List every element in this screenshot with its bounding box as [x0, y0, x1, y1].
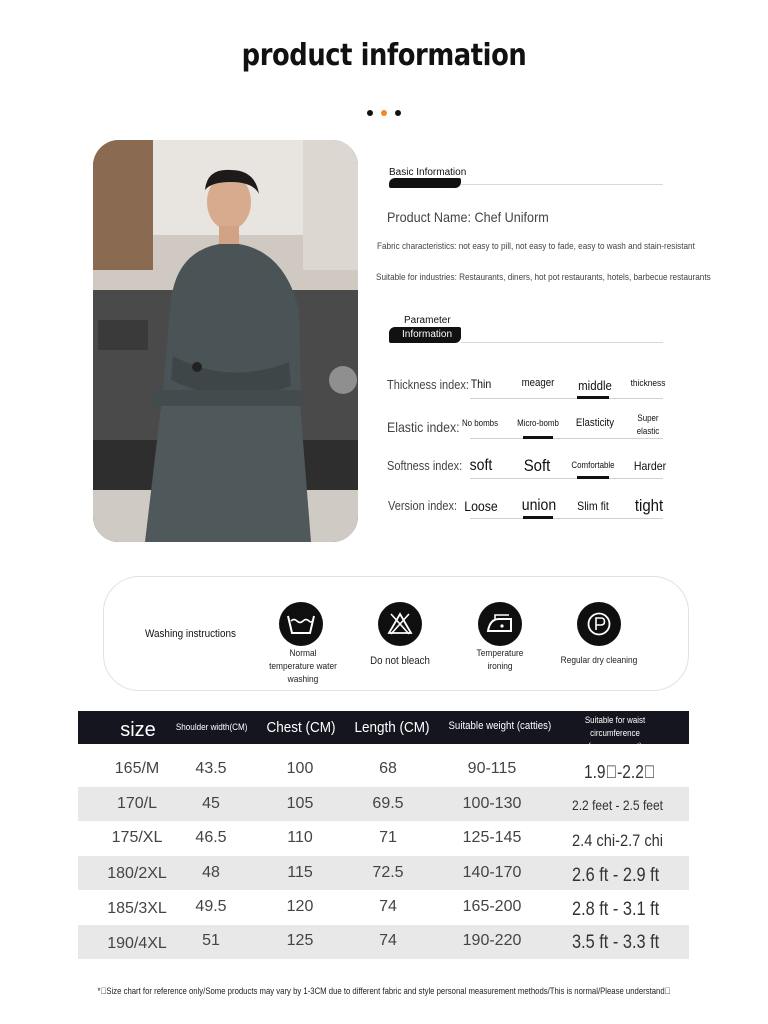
param-option: Elasticity — [575, 417, 615, 429]
param-label-softness: Softness index: — [387, 459, 463, 473]
cell-size: 185/3XL — [107, 900, 167, 917]
param-option: Slim fit — [577, 499, 609, 513]
section-marker-basic — [389, 178, 461, 188]
cell-chest: 115 — [287, 864, 313, 881]
cell-waist: 2.6 ft - 2.9 ft — [572, 865, 660, 886]
section-divider — [461, 342, 663, 343]
param-option: Thin — [470, 377, 492, 391]
param-option: No bombs — [461, 418, 499, 428]
cell-length: 74 — [379, 898, 397, 915]
cell-chest: 110 — [287, 829, 313, 846]
cell-shoulder: 45 — [202, 795, 220, 812]
cell-weight: 100-130 — [462, 795, 522, 812]
param-option: meager — [521, 377, 555, 389]
table-header-weight: Suitable weight (catties) — [448, 720, 552, 732]
cell-length: 68 — [379, 760, 397, 777]
wash-label: Temperature ironing — [476, 648, 524, 672]
iron-icon — [478, 602, 522, 646]
cell-length: 72.5 — [372, 864, 404, 881]
page-title: product information — [241, 38, 527, 73]
param-label-version: Version index: — [388, 499, 458, 513]
cell-shoulder: 48 — [202, 864, 220, 881]
cell-size: 165/M — [114, 760, 160, 777]
decor-dot — [381, 110, 387, 116]
wash-basin-icon — [279, 602, 323, 646]
table-header-length: Length (CM) — [354, 719, 430, 736]
cell-waist: 2.4 chi-2.7 chi — [572, 831, 664, 850]
param-selected-marker — [577, 476, 609, 479]
param-scale-line — [470, 438, 663, 439]
cell-weight: 165-200 — [462, 898, 522, 915]
cell-size: 175/XL — [111, 829, 163, 846]
cell-size: 180/2XL — [107, 865, 167, 882]
fabric-characteristics: Fabric characteristics: not easy to pill, not easy to fade, easy to wash and stain-resistant — [377, 241, 695, 252]
table-header-chest: Chest (CM) — [266, 719, 336, 736]
param-option: Super elastic — [636, 413, 660, 436]
param-option-selected: Comfortable — [571, 460, 615, 470]
param-selected-marker — [523, 436, 553, 439]
cell-length: 74 — [379, 932, 397, 949]
cell-waist: 1.9 -2.2  — [584, 762, 656, 782]
section-divider — [461, 184, 663, 185]
param-option: soft — [469, 457, 493, 474]
cell-weight: 90-115 — [467, 760, 517, 777]
cell-chest: 100 — [286, 760, 314, 777]
section-label-basic: Basic Information — [389, 167, 467, 178]
param-label-elastic: Elastic index: — [387, 419, 460, 435]
washing-title: Washing instructions — [145, 628, 236, 640]
cell-size: 170/L — [116, 795, 158, 812]
cell-weight: 125-145 — [462, 829, 522, 846]
cell-size: 190/4XL — [107, 935, 167, 952]
suitable-industries: Suitable for industries: Restaurants, diners, hot pot restaurants, hotels, barbecue restaurants — [376, 272, 711, 283]
decor-dot — [395, 110, 401, 116]
param-option: Loose — [464, 498, 498, 514]
cell-weight: 190-220 — [462, 932, 522, 949]
param-scale-line — [470, 478, 663, 479]
cell-chest: 105 — [286, 795, 314, 812]
cell-shoulder: 46.5 — [195, 829, 227, 846]
param-selected-marker — [523, 516, 553, 519]
cell-length: 69.5 — [372, 795, 404, 812]
param-option-selected: middle — [578, 378, 612, 393]
param-option: Soft — [523, 456, 551, 475]
dry-clean-icon — [577, 602, 621, 646]
param-selected-marker — [577, 396, 609, 399]
wash-label: Normal temperature water washing — [269, 648, 337, 685]
decor-dot — [367, 110, 373, 116]
param-option-selected: union — [521, 497, 557, 514]
table-header-size: size — [120, 719, 156, 741]
param-scale-line — [470, 398, 663, 399]
param-option: tight — [634, 496, 664, 515]
cell-chest: 120 — [286, 898, 314, 915]
param-option: thickness — [630, 378, 666, 389]
table-header-waist: Suitable for waist circumference (measurement) — [584, 715, 646, 751]
param-label-thickness: Thickness index: — [387, 378, 469, 392]
cell-shoulder: 51 — [202, 932, 220, 949]
param-option-selected: Micro-bomb — [517, 418, 559, 428]
cell-weight: 140-170 — [462, 864, 522, 881]
cell-waist: 3.5 ft - 3.3 ft — [572, 932, 660, 953]
param-option: Harder — [633, 459, 667, 473]
cell-chest: 125 — [286, 932, 314, 949]
wash-label: Do not bleach — [370, 655, 430, 667]
section-label-parameter-2: Information — [402, 329, 453, 340]
cell-shoulder: 43.5 — [195, 760, 227, 777]
table-header-shoulder: Shoulder width(CM) — [175, 722, 248, 732]
cell-waist: 2.2 feet - 2.5 feet — [572, 797, 664, 813]
no-bleach-icon — [378, 602, 422, 646]
cell-length: 71 — [379, 829, 397, 846]
cell-waist: 2.8 ft - 3.1 ft — [572, 899, 660, 920]
cell-shoulder: 49.5 — [195, 898, 227, 915]
param-scale-line — [470, 518, 663, 519]
product-name: Product Name: Chef Uniform — [387, 209, 549, 225]
product-photo — [93, 140, 358, 542]
wash-label: Regular dry cleaning — [560, 655, 638, 666]
section-label-parameter: Parameter — [404, 315, 451, 326]
size-chart-footnote: * Size chart for reference only/Some products may vary by 1-3CM due to different fabric and style personal measurement methods/This is normal/Please understand  — [97, 986, 671, 996]
